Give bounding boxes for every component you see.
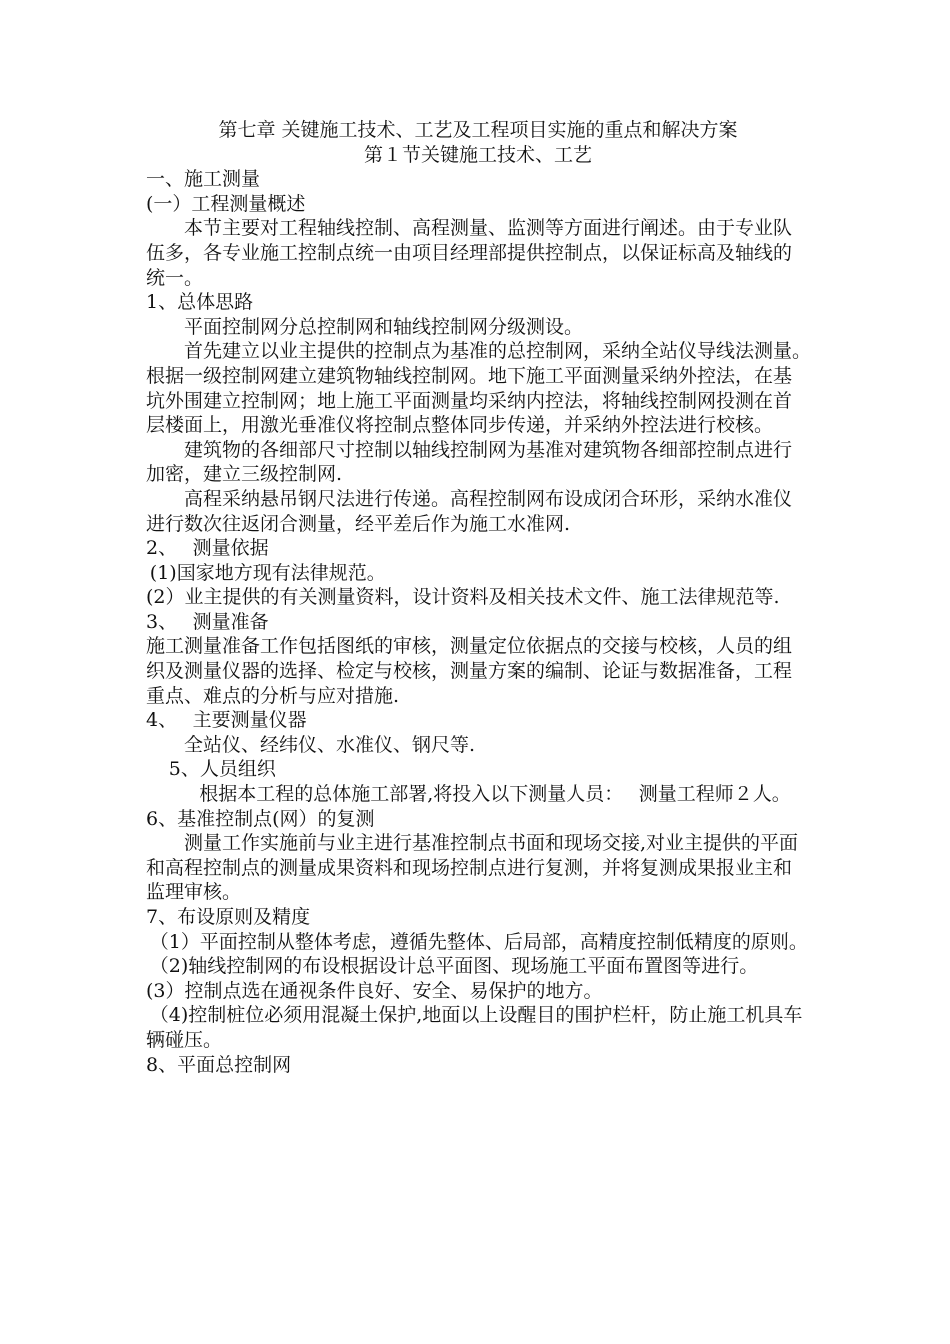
- paragraph: （1）平面控制从整体考虑，遵循先整体、后局部，高精度控制低精度的原则。: [149, 930, 808, 953]
- paragraph: (1)国家地方现有法律规范。: [149, 561, 386, 584]
- paragraph: 5、人员组织: [168, 758, 276, 781]
- paragraph: 测量工作实施前与业主进行基准控制点书面和现场交接,对业主提供的平面和高程控制点的测量成果资料和现场控制点进行复测，并将复测成果报业主和监理审核。: [146, 832, 799, 904]
- paragraph: (2）业主提供的有关测量资料，设计资料及相关技术文件、施工法律规范等.: [146, 586, 780, 609]
- paragraph: （4)控制桩位必须用混凝土保护,地面以上设醒目的围护栏杆，防止施工机具车辆碰压。: [146, 1004, 803, 1051]
- document-page: [146, 118, 821, 1077]
- paragraph: (3）控制点选在通视条件良好、安全、易保护的地方。: [146, 979, 603, 1002]
- paragraph: 高程采纳悬吊钢尺法进行传递。高程控制网布设成闭合环形，采纳水准仪进行数次往返闭合测量，经平差后作为施工水准网.: [146, 487, 793, 535]
- document-body: [146, 167, 821, 1077]
- section-title: 第１节关键施工技术、工艺: [363, 143, 592, 166]
- paragraph: 2、 测量依据: [146, 537, 269, 560]
- paragraph: 8、平面总控制网: [146, 1053, 292, 1076]
- paragraph: 一、施工测量: [146, 168, 261, 191]
- paragraph: 7、布设原则及精度: [146, 906, 311, 928]
- paragraph: 4、 主要测量仪器: [146, 709, 307, 732]
- paragraph: (一）工程测量概述: [146, 192, 306, 215]
- paragraph: （2)轴线控制网的布设根据设计总平面图、现场施工平面布置图等进行。: [149, 955, 759, 978]
- paragraph: 1、总体思路: [146, 291, 254, 314]
- paragraph: 施工测量准备工作包括图纸的审核，测量定位依据点的交接与校核，人员的组织及测量仪器的选择、检定与校核，测量方案的编制、论证与数据准备，工程重点、难点的分析与应对措施.: [146, 635, 793, 707]
- paragraph: 3、 测量准备: [146, 610, 269, 633]
- chapter-title: 第七章 关键施工技术、工艺及工程项目实施的重点和解决方案: [218, 119, 738, 141]
- paragraph: 建筑物的各细部尺寸控制以轴线控制网为基准对建筑物各细部控制点进行加密，建立三级控制网.: [146, 438, 793, 486]
- paragraph: 平面控制网分总控制网和轴线控制网分级测设。: [184, 315, 584, 338]
- paragraph: 根据本工程的总体施工部署,将投入以下测量人员： 测量工程师２人。: [199, 783, 791, 806]
- paragraph: 首先建立以业主提供的控制点为基准的总控制网，采纳全站仪导线法测量。 根据一级控制网建立建筑物轴线控制网。地下施工平面测量采纳外控法，在基坑外围建立控制网；地上施工平面测量均采纳内控法，将轴线控制网投测在首层楼面上，用激光垂准仪将控制点整体同步传递，并采纳外控法进行校核。: [146, 340, 821, 437]
- paragraph: 本节主要对工程轴线控制、高程测量、监测等方面进行阐述。由于专业队伍多，各专业施工控制点统一由项目经理部提供控制点，以保证标高及轴线的统一。: [146, 217, 793, 289]
- paragraph: 6、基准控制点(网）的复测: [146, 807, 375, 830]
- paragraph: 全站仪、经纬仪、水准仪、钢尺等.: [184, 733, 476, 756]
